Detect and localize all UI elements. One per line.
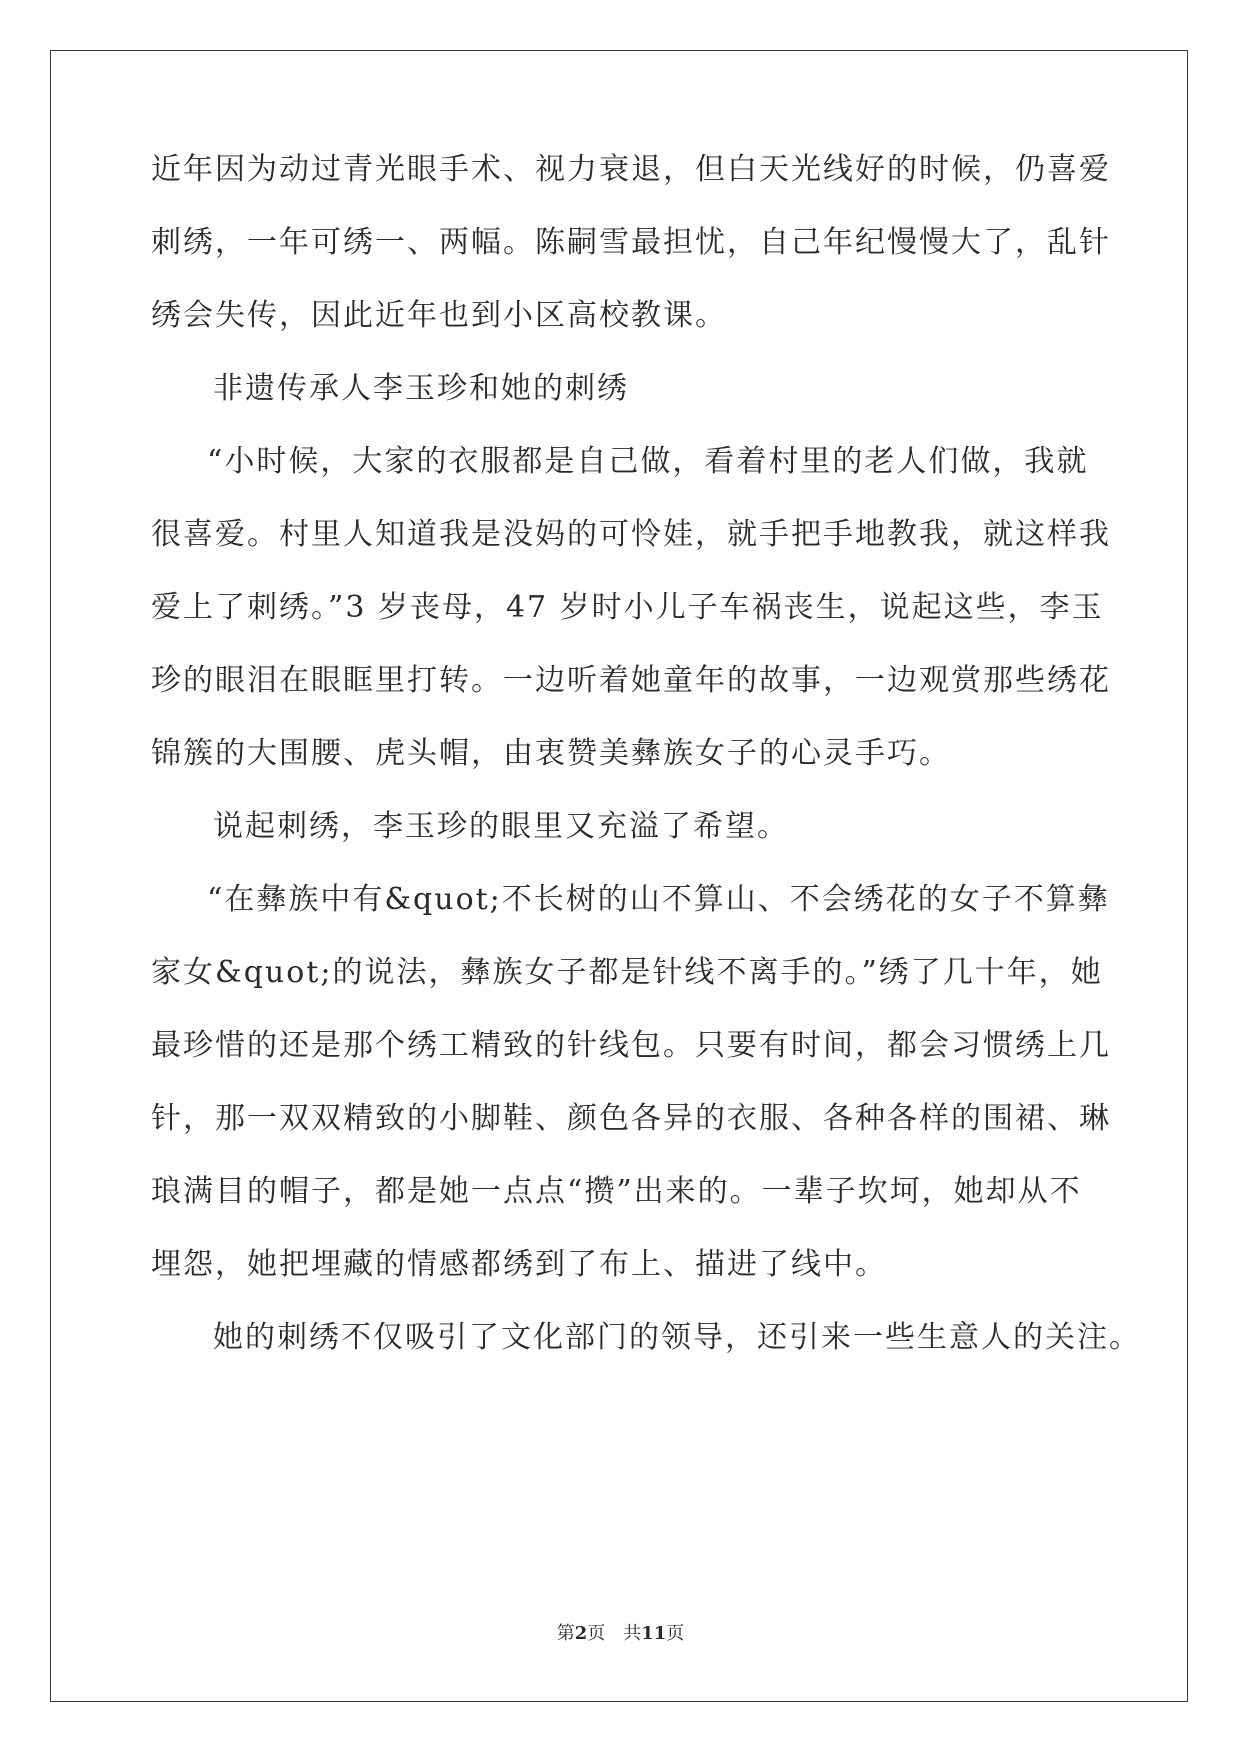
current-page-number: 2 bbox=[574, 1623, 588, 1644]
paragraph-line: 埋怨，她把埋藏的情感都绣到了布上、描进了线中。 bbox=[151, 1247, 887, 1282]
paragraph-line: 绣会失传，因此近年也到小区高校教课。 bbox=[151, 298, 727, 333]
paragraph-line: 爱上了刺绣。”3 岁丧母，47 岁时小儿子车祸丧生，说起这些，李玉 bbox=[151, 590, 1104, 625]
page-label-prefix: 第 bbox=[556, 1623, 575, 1644]
paragraph-line: 针，那一双双精致的小脚鞋、颜色各异的衣服、各种各样的围裙、琳 bbox=[151, 1101, 1111, 1136]
paragraph-line: 刺绣，一年可绣一、两幅。陈嗣雪最担忧，自己年纪慢慢大了，乱针 bbox=[151, 225, 1111, 260]
page-label-suffix: 页 bbox=[666, 1623, 685, 1644]
total-page-number: 11 bbox=[641, 1623, 667, 1644]
page-footer bbox=[0, 1622, 1241, 1646]
paragraph-line: 说起刺绣，李玉珍的眼里又充溢了希望。 bbox=[213, 809, 789, 844]
page-label-middle: 页 共 bbox=[587, 1623, 642, 1644]
paragraph-line: “小时候，大家的衣服都是自己做，看着村里的老人们做，我就 bbox=[207, 444, 1089, 479]
paragraph-line: “在彝族中有&quot;不长树的山不算山、不会绣花的女子不算彝 bbox=[207, 882, 1110, 917]
section-heading: 非遗传承人李玉珍和她的刺绣 bbox=[213, 371, 629, 406]
paragraph-line: 珍的眼泪在眼眶里打转。一边听着她童年的故事，一边观赏那些绣花 bbox=[151, 663, 1111, 698]
paragraph-line: 很喜爱。村里人知道我是没妈的可怜娃，就手把手地教我，就这样我 bbox=[151, 517, 1111, 552]
paragraph-line: 她的刺绣不仅吸引了文化部门的领导，还引来一些生意人的关注。 bbox=[213, 1320, 1141, 1355]
paragraph-line: 家女&quot;的说法，彝族女子都是针线不离手的。”绣了几十年，她 bbox=[151, 955, 1103, 990]
paragraph-line: 琅满目的帽子，都是她一点点“攒”出来的。一辈子坎坷，她却从不 bbox=[151, 1174, 1082, 1209]
paragraph-line: 锦簇的大围腰、虎头帽，由衷赞美彝族女子的心灵手巧。 bbox=[151, 736, 951, 771]
paragraph-line: 近年因为动过青光眼手术、视力衰退，但白天光线好的时候，仍喜爱 bbox=[151, 152, 1111, 187]
paragraph-line: 最珍惜的还是那个绣工精致的针线包。只要有时间，都会习惯绣上几 bbox=[151, 1028, 1111, 1063]
